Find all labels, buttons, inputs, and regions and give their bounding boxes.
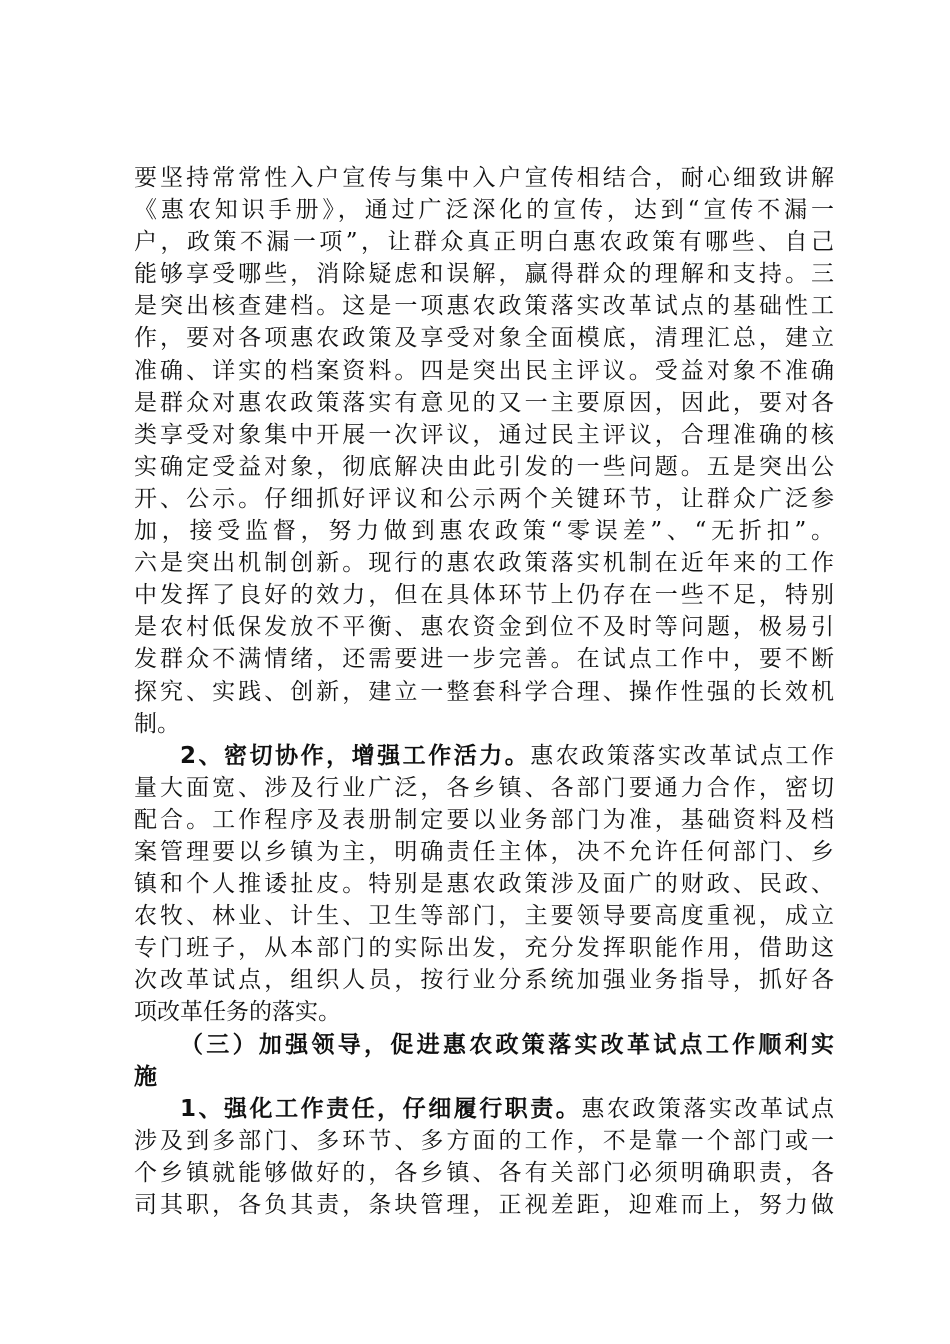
text-line: 类享受对象集中开展一次评议，通过民主评议，合理准确的核 [134,421,834,448]
section-heading: （三）加强领导，促进惠农政策落实改革试点工作顺利实 [180,1031,834,1058]
text-line: 是突出核查建档。这是一项惠农政策落实改革试点的基础性工 [134,293,834,320]
text-line: 次改革试点，组织人员，按行业分系统加强业务指导，抓好各 [134,967,834,994]
text-line: 探究、实践、创新，建立一整套科学合理、操作性强的长效机 [134,678,834,705]
paragraph-first-line [134,740,834,772]
text-line: 项改革任务的落实。 [134,999,341,1026]
text-line: 户，政策不漏一项”，让群众真正明白惠农政策有哪些、自己 [134,229,834,256]
text-line: 六是突出机制创新。现行的惠农政策落实机制在近年来的工作 [134,550,834,577]
text-line: 农牧、林业、计生、卫生等部门，主要领导要高度重视，成立 [134,903,834,930]
text-line: 镇和个人推诿扯皮。特别是惠农政策涉及面广的财政、民政、 [134,871,834,898]
text-line: 能够享受哪些，消除疑虑和误解，赢得群众的理解和支持。三 [134,261,834,288]
paragraph-text: 惠农政策落实改革试点 [581,1095,834,1122]
text-line: 《惠农知识手册》，通过广泛深化的宣传，达到“宣传不漏一 [134,197,834,224]
paragraph-text: 惠农政策落实改革试点工作 [530,742,834,769]
text-line: 发群众不满情绪，还需要进一步完善。在试点工作中，要不断 [134,646,834,673]
text-line: 案管理要以乡镇为主，明确责任主体，决不允许任何部门、乡 [134,838,834,865]
paragraph-heading: 2、密切协作，增强工作活力。 [180,742,531,769]
text-line: 配合。工作程序及表册制定要以业务部门为准，基础资料及档 [134,806,834,833]
text-line: 准确、详实的档案资料。四是突出民主评议。受益对象不准确 [134,357,834,384]
text-line: 涉及到多部门、多环节、多方面的工作，不是靠一个部门或一 [134,1127,834,1154]
text-line: 加，接受监督，努力做到惠农政策“零误差”、“无折扣”。 [134,518,834,545]
paragraph-first-line [134,1093,834,1125]
text-line: 要坚持常常性入户宣传与集中入户宣传相结合，耐心细致讲解 [134,165,834,191]
text-line: 制。 [134,710,180,737]
body-text [134,162,834,1221]
text-line: 是农村低保发放不平衡、惠农资金到位不及时等问题，极易引 [134,614,834,641]
text-line: 量大面宽、涉及行业广泛，各乡镇、各部门要通力合作，密切 [134,774,834,801]
text-line: 开、公示。仔细抓好评议和公示两个关键环节，让群众广泛参 [134,485,834,512]
text-line: 专门班子，从本部门的实际出发，充分发挥职能作用，借助这 [134,935,834,962]
text-line: 实确定受益对象，彻底解决由此引发的一些问题。五是突出公 [134,453,834,480]
text-line: 作，要对各项惠农政策及享受对象全面模底，清理汇总，建立 [134,325,834,352]
text-line: 中发挥了良好的效力，但在具体环节上仍存在一些不足，特别 [134,582,834,609]
text-line: 个乡镇就能够做好的，各乡镇、各有关部门必须明确职责，各 [134,1159,834,1186]
text-line: 司其职，各负其责，条块管理，正视差距，迎难而上，努力做 [134,1192,834,1218]
section-heading-continued: 施 [134,1063,157,1090]
text-line: 是群众对惠农政策落实有意见的又一主要原因，因此，要对各 [134,389,834,416]
paragraph-heading: 1、强化工作责任，仔细履行职责。 [180,1095,582,1122]
